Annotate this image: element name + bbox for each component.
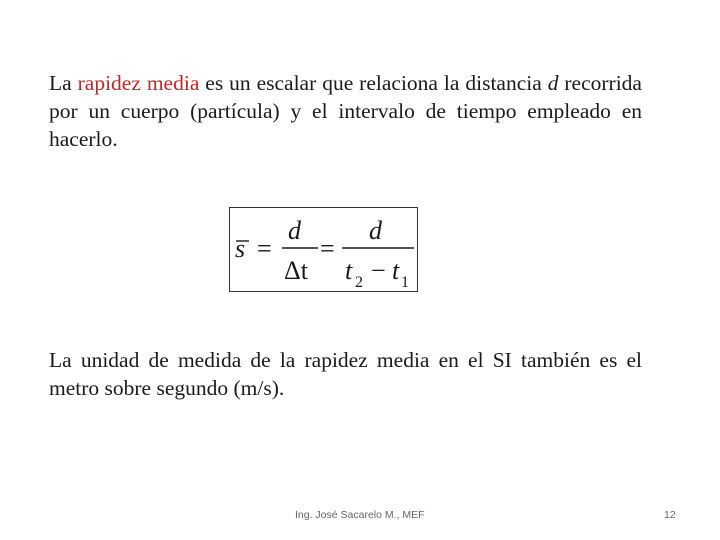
eq-minus: − (371, 256, 386, 285)
eq-lhs: s (235, 234, 246, 263)
page-number: 12 (664, 509, 676, 521)
eq-equals-2: = (320, 234, 335, 263)
footer-author: Ing. José Sacarelo M., MEF (295, 509, 425, 521)
eq-den-t2: t (345, 256, 353, 285)
paragraph-definition (49, 69, 642, 153)
equation-svg (230, 208, 419, 293)
eq-sub-2: 2 (355, 274, 363, 291)
eq-equals-1: = (257, 234, 272, 263)
eq-den-1: Δt (284, 256, 308, 285)
highlight-term: rapidez media (77, 71, 200, 95)
eq-num-2: d (369, 216, 382, 245)
equation-box (229, 207, 418, 292)
text-before: La (49, 71, 78, 95)
eq-num-1: d (288, 216, 301, 245)
paragraph-units: La unidad de medida de la rapidez media en el SI también es el metro sobre segundo (m/s). (49, 348, 642, 400)
text-rest: recorrida por un cuerpo (partícula) y el intervalo de tiempo empleado en hacerlo. (49, 71, 642, 151)
text-after-highlight: es un escalar que relaciona la distancia (199, 71, 548, 95)
variable-d: d (547, 71, 559, 95)
eq-sub-1: 1 (401, 274, 409, 291)
eq-den-t1: t (392, 256, 400, 285)
